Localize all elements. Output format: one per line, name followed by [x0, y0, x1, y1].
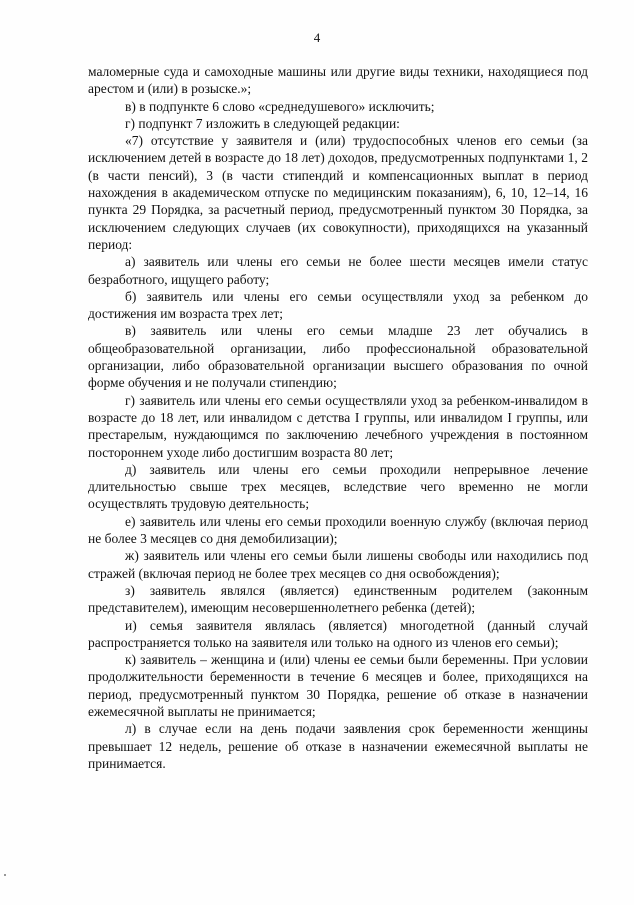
paragraph-case-i: и) семья заявителя являлась (является) многодетной (данный случай распространяется только на заявителя или только на одного из членов его семьи);	[88, 617, 588, 650]
paragraph-subitem-g: г) подпункт 7 изложить в следующей редакции:	[125, 115, 400, 131]
paragraph-continuation: маломерные суда и самоходные машины или другие виды техники, находящиеся под арестом и (или) в розыске.»;	[88, 64, 588, 97]
document-body	[88, 63, 588, 772]
page-number: 4	[313, 30, 321, 45]
paragraph-case-d: д) заявитель или члены его семьи проходили непрерывное лечение длительностью свыше трех месяцев, вследствие чего временно не могли осуществлять трудовую деятельность;	[88, 461, 588, 512]
scan-artifact	[4, 874, 6, 876]
paragraph-case-b: б) заявитель или члены его семьи осуществляли уход за ребенком до достижения им возраста трех лет;	[88, 288, 588, 322]
paragraph-case-g: г) заявитель или члены его семьи осуществляли уход за ребенком-инвалидом в возрасте до 18 лет, или инвалидом с детства I группы, или инвалидом I группы, или престарелым, нуждающимся по заключению лечебного учреждения в постоянном постороннем уходе либо достигшим возраста 80 лет;	[88, 392, 588, 460]
paragraph-case-zh: ж) заявитель или члены его семьи были лишены свободы или находились под стражей (включая период не более трех месяцев со дня освобождения);	[88, 548, 588, 581]
paragraph-case-a: а) заявитель или члены его семьи не более шести месяцев имели статус безработного, ищущего работу;	[88, 254, 588, 287]
paragraph-case-v: в) заявитель или члены его семьи младше 23 лет обучались в общеобразовательной организации, либо профессиональной образовательной организации, либо образовательной организации высшего образования по очной форме обучения и не получали стипендию;	[88, 323, 588, 391]
paragraph-subitem-v: в) в подпункте 6 слово «среднедушевого» исключить;	[125, 98, 435, 114]
paragraph-case-k: к) заявитель – женщина и (или) члены ее семьи были беременны. При условии продолжительности беременности в течение 6 месяцев и более, приходящихся на период, предусмотренный пунктом 30 Порядка, решение об отказе в назначении ежемесячной выплаты не принимается;	[88, 652, 588, 719]
paragraph-item-7: «7) отсутствие у заявителя и (или) трудоспособных членов его семьи (за исключением детей в возрасте до 18 лет) доходов, предусмотренных подпунктами 1, 2 (в части пенсий), 3 (в части стипендий и компенсационных выплат в период нахождения в академическом отпуске по медицинским показаниям), 6, 10, 12–14, 16 пункта 29 Порядка, за расчетный период, предусмотренный пунктом 30 Порядка, за исключением следующих случаев (их совокупности), приходящихся на указанный период:	[88, 133, 588, 252]
paragraph-case-e: е) заявитель или члены его семьи проходили военную службу (включая период не более 3 месяцев со дня демобилизации);	[88, 513, 588, 547]
paragraph-case-z: з) заявитель являлся (является) единственным родителем (законным представителем), имеющим несовершеннолетнего ребенка (детей);	[88, 582, 588, 616]
paragraph-case-l: л) в случае если на день подачи заявления срок беременности женщины превышает 12 недель, решение об отказе в назначении ежемесячной выплаты не принимается.	[88, 721, 588, 771]
